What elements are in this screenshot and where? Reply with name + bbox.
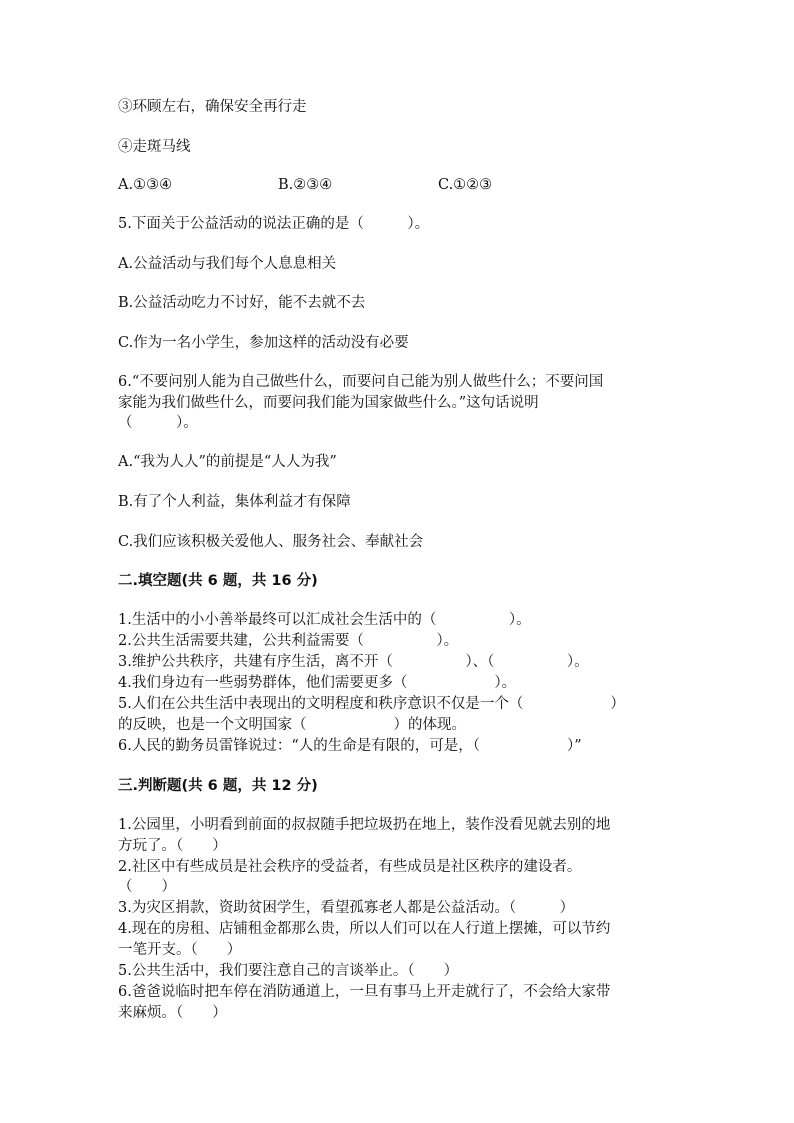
- q5-option-c: C.作为一名小学生，参加这样的活动没有必要: [118, 335, 409, 351]
- q4-option-b: B.②③④: [278, 177, 333, 193]
- fill-q1: 1.生活中的小小善举最终可以汇成社会生活中的（ ）。: [118, 612, 531, 628]
- judge-q4-line-1: 4.现在的房租、店铺租金都那么贵，所以人们可以在人行道上摆摊，可以节约: [118, 921, 611, 937]
- section-3-heading: 三.判断题(共 6 题，共 12 分): [118, 778, 318, 794]
- judge-q1-line-2: 方玩了。（ ）: [118, 838, 227, 854]
- fill-q3: 3.维护公共秩序，共建有序生活，离不开（ ）、（ ）。: [118, 654, 589, 670]
- q6-stem-line-3: （ ）。: [118, 415, 198, 431]
- fill-q5-line-2: 的反映，也是一个文明国家（ ）的体现。: [118, 717, 466, 733]
- judge-q6-line-1: 6.爸爸说临时把车停在消防通道上，一旦有事马上开走就行了，不会给大家带: [118, 984, 611, 1000]
- q5-stem: 5.下面关于公益活动的说法正确的是（ ）。: [118, 216, 430, 232]
- q6-option-a: A.“我为人人”的前提是“人人为我”: [118, 454, 337, 470]
- judge-q1-line-1: 1.公园里，小明看到前面的叔叔随手把垃圾扔在地上，装作没看见就去别的地: [118, 817, 611, 833]
- q5-option-b: B.公益活动吃力不讨好，能不去就不去: [118, 295, 366, 311]
- q6-option-b: B.有了个人利益，集体利益才有保障: [118, 494, 351, 510]
- fill-q2: 2.公共生活需要共建，公共利益需要（ ）。: [118, 633, 459, 649]
- q6-stem-line-2: 家能为我们做些什么，而要问我们能为国家做些什么。”这句话说明: [118, 395, 539, 411]
- q4-option-c: C.①②③: [438, 177, 493, 193]
- q6-option-c: C.我们应该积极关爱他人、服务社会、奉献社会: [118, 534, 424, 550]
- judge-q5: 5.公共生活中，我们要注意自己的言谈举止。（ ）: [118, 963, 459, 979]
- judge-q3: 3.为灾区捐款，资助贫困学生，看望孤寡老人都是公益活动。（ ）: [118, 900, 575, 916]
- q4-option-a: A.①③④: [118, 177, 173, 193]
- fill-q5-line-1: 5.人们在公共生活中表现出的文明程度和秩序意识不仅是一个（ ）: [118, 696, 625, 712]
- judge-q2-line-1: 2.社区中有些成员是社会秩序的受益者，有些成员是社区秩序的建设者。: [118, 859, 582, 875]
- fill-q4: 4.我们身边有一些弱势群体，他们需要更多（ ）。: [118, 675, 517, 691]
- q5-option-a: A.公益活动与我们每个人息息相关: [118, 256, 337, 272]
- q4-item-3: ③环顾左右，确保安全再行走: [118, 99, 307, 115]
- section-2-heading: 二.填空题(共 6 题，共 16 分): [118, 573, 318, 589]
- q4-item-4: ④走斑马线: [118, 139, 191, 155]
- q6-stem-line-1: 6.“不要问别人能为自己做些什么，而要问自己能为别人做些什么；不要问国: [118, 374, 604, 390]
- judge-q2-line-2: （ ）: [118, 879, 176, 895]
- judge-q4-line-2: 一笔开支。（ ）: [118, 942, 242, 958]
- judge-q6-line-2: 来麻烦。（ ）: [118, 1005, 227, 1021]
- fill-q6: 6.人民的勤务员雷锋说过：“人的生命是有限的，可是，（ ）”: [118, 738, 582, 754]
